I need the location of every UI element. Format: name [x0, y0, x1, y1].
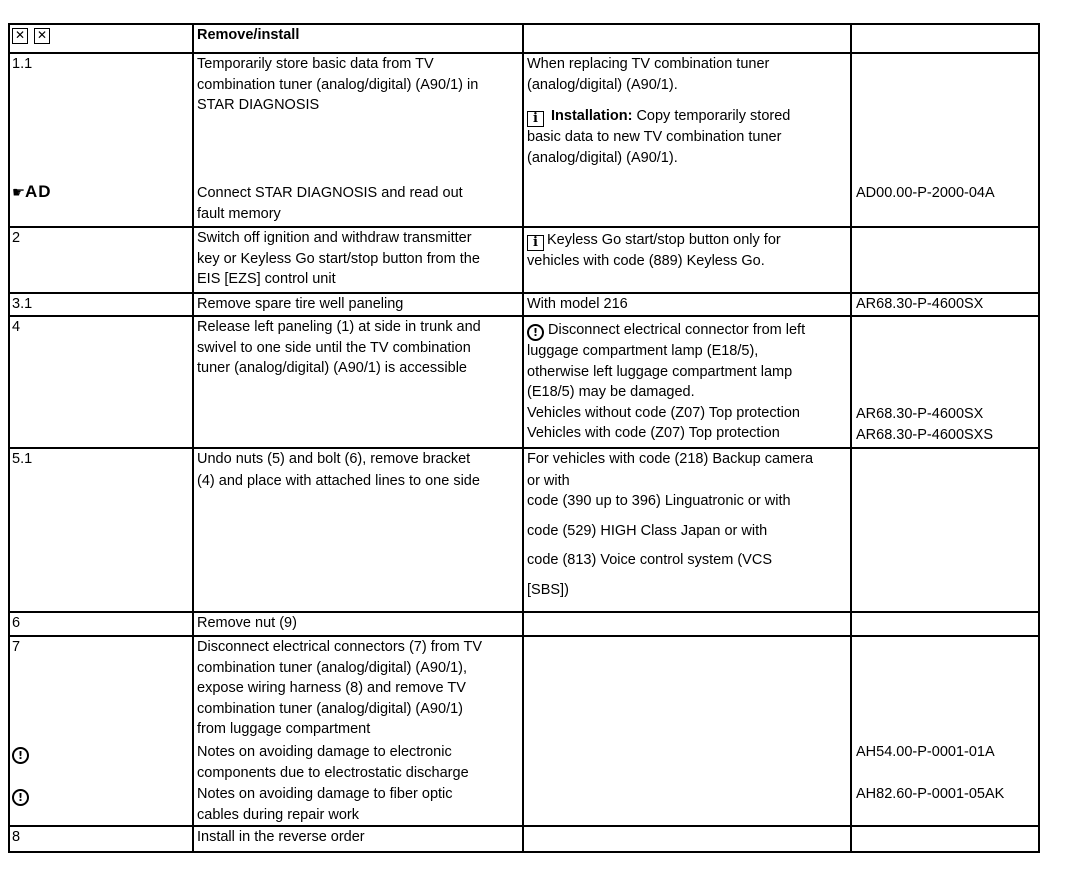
note-icon: !	[527, 324, 544, 341]
table-row: 1.1 ☛AD Temporarily store basic data from TV combination tuner (analog/digital) (A90/1) in STAR DIAGNOSIS Connect STAR DIAGNOSIS and read out fault memory When replacing TV combination tuner (analog/digital) (A90/1). i Installation: Copy temporarily stored basic data to new TV combination tuner (analog/digital) (A90/1). AD00.00-P-2000-04A	[10, 52, 1038, 226]
header-icons	[10, 25, 194, 52]
table-row: 7 ! ! Disconnect electrical connectors (7) from TV combination tuner (analog/digital) (A90/1), expose wiring harness (8) and remove TV combination tuner (analog/digital) (A90/1) from luggage compartment Notes on avoiding damage to electronic components due to electrostatic discharge Notes on avoiding damage to fiber optic cables during repair work AH54.00-P-0001-01A AH82.60-P-0001-05AK	[10, 635, 1038, 825]
note-icon: !	[12, 747, 29, 764]
installation-label: Installation:	[551, 108, 633, 124]
step-number: 3.1	[12, 296, 33, 312]
step-number: 5.1	[12, 451, 33, 467]
doc-reference: AR68.30-P-4600SX	[856, 296, 984, 312]
doc-reference: AR68.30-P-4600SXS	[856, 426, 994, 443]
hand-pointer-icon: ☛	[12, 185, 25, 201]
table-row: 5.1 Undo nuts (5) and bolt (6), remove bracket (4) and place with attached lines to one side For vehicles with code (218) Backup camera or with code (390 up to 396) Linguatronic or with code (529) HIGH Class Japan or with code (813) Voice control system (VCS [SBS])	[10, 447, 1038, 611]
step-number: 6	[12, 615, 21, 631]
doc-reference: AH82.60-P-0001-05AK	[856, 786, 1005, 802]
step-number: 4	[12, 319, 21, 335]
doc-reference: AH54.00-P-0001-01A	[856, 744, 995, 760]
table-row: 4 Release left paneling (1) at side in trunk and swivel to one side until the TV combination tuner (analog/digital) (A90/1) is accessible ! Disconnect electrical connector from left luggage compartment lamp (E18/5), otherwise left luggage compartment lamp (E18/5) may be damaged. Vehicles without code (Z07) Top protection Vehicles with code (Z07) Top protection AR68.30-P-4600SX AR68.30-P-4600SXS	[10, 315, 1038, 447]
table-row: 8 Install in the reverse order	[10, 825, 1038, 851]
step-number: 8	[12, 829, 21, 845]
note-icon: !	[12, 789, 29, 806]
doc-reference: AD00.00-P-2000-04A	[856, 185, 995, 201]
header-title-cell	[194, 25, 524, 52]
procedure-table	[8, 23, 1040, 853]
star-diagnosis-ref	[12, 182, 52, 204]
doc-reference: AR68.30-P-4600SX	[856, 406, 984, 422]
tool-icon: ✕	[12, 28, 28, 44]
table-row: 3.1 Remove spare tire well paneling With model 216 AR68.30-P-4600SX	[10, 292, 1038, 315]
ad-label: AD	[25, 182, 52, 201]
tool-icon: ✕	[34, 28, 50, 44]
table-header-row	[10, 25, 1038, 52]
step-number: 2	[12, 230, 21, 246]
step-number: 7	[12, 639, 21, 655]
info-icon: i	[527, 111, 544, 127]
step-number: 1.1	[12, 56, 33, 72]
table-row: 6 Remove nut (9)	[10, 611, 1038, 635]
info-icon: i	[527, 235, 544, 251]
page-title: Remove/install	[197, 27, 300, 43]
table-row: 2 Switch off ignition and withdraw transmitter key or Keyless Go start/stop button from the EIS [EZS] control unit i Keyless Go start/stop button only for vehicles with code (889) Keyless Go.	[10, 226, 1038, 292]
